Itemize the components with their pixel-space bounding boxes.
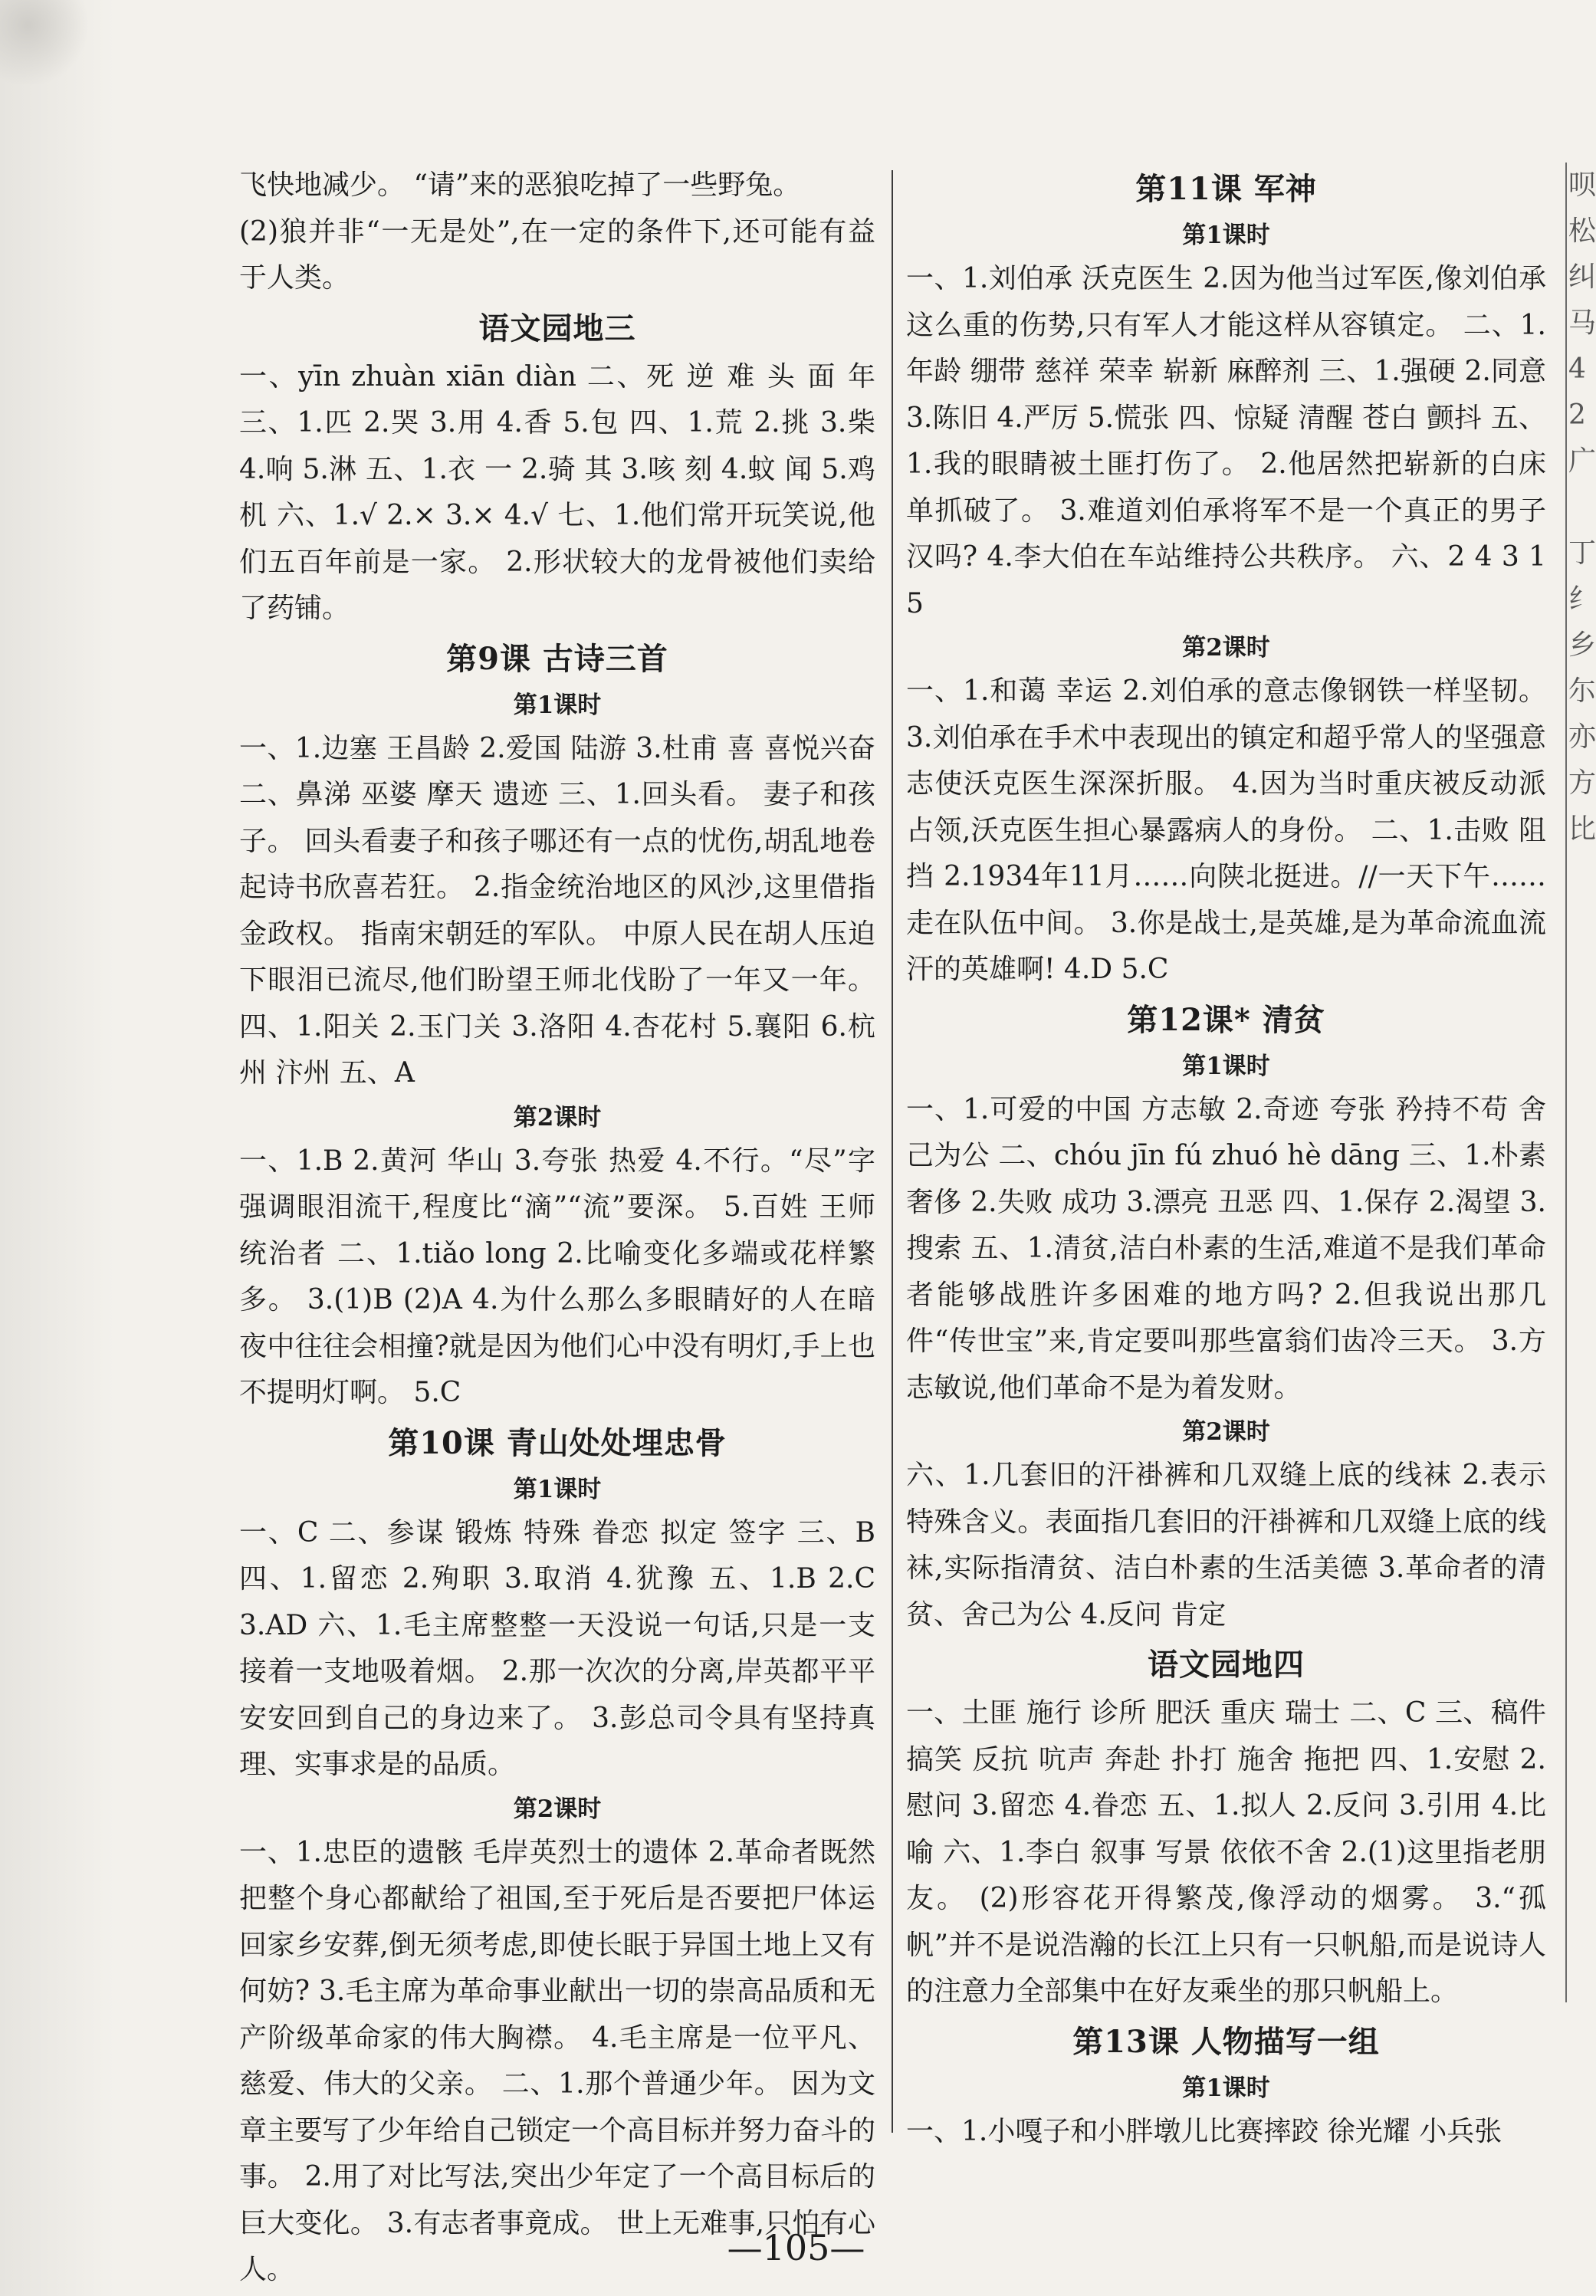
edge-char — [1567, 1680, 1594, 1726]
answer-paragraph: 一、1.边塞 王昌龄 2.爱国 陆游 3.杜甫 喜 喜悦兴奋 二、鼻涕 巫婆 摩天 遗迹 三、1.回头看。 妻子和孩子。 回头看妻子和孩子哪还有一点的忧伤,胡乱地卷起诗书欣喜若狂。 2.指金统治地区的风沙,这里借指金政权。 指南宋朝廷的军队。 中原人民在胡人压迫下眼泪已流尽,他们盼望王师北伐盼了一年又一年。 四、1.阳关 2.玉门关 3.洛阳 4.杏花村 5.襄阳 6.杭州 汴州 五、A — [239, 732, 875, 1089]
lesson-subheading: 第2课时 — [513, 1103, 602, 1132]
lesson-subheading: 第1课时 — [513, 691, 602, 719]
edge-char — [1567, 1542, 1594, 1588]
edge-char — [1567, 1772, 1594, 1818]
answer-paragraph: 一、1.可爱的中国 方志敏 2.奇迹 夸张 矜持不苟 舍己为公 二、chóu jīn fú zhuó hè dānɡ 三、1.朴素 奢侈 2.失败 成功 3.漂亮 丑恶 四、1.保存 2.渴望 3.搜索 五、1.清贫,洁白朴素的生活,难道不是我们革命者能够战胜许多困难的地方吗? 2.但我说出那几件“传世宝”来,肯定要叫那些富翁们齿冷三天。 3.方志敏说,他们革命不是为着发财。 — [906, 1093, 1546, 1404]
answer-paragraph: 一、土匪 施行 诊所 肥沃 重庆 瑞士 二、C 三、稿件 搞笑 反抗 吭声 奔赴 扑打 施舍 拖把 四、1.安慰 2.慰问 3.留恋 4.眷恋 五、1.拟人 2.反问 3.引用 4.比喻 六、1.李白 叙事 写景 依依不舍 2.(1)这里指老朋友。 (2)形容花开得繁茂,像浮动的烟雾。 3.“孤帆”并不是说浩瀚的长江上只有一只帆船,而是说诗人的注意力全部集中在好友乘坐的那只帆船上。 — [906, 1697, 1546, 2007]
edge-char — [1567, 944, 1594, 990]
edge-char: 尓 — [1568, 675, 1596, 707]
edge-char — [1567, 1404, 1594, 1450]
lesson-subheading: 第1课时 — [513, 1475, 602, 1503]
edge-char — [1567, 1818, 1594, 1864]
edge-char — [1567, 1128, 1594, 1174]
edge-char — [1567, 1634, 1594, 1680]
corner-smudge — [0, 0, 92, 84]
edge-char — [1567, 1358, 1594, 1404]
edge-char — [1567, 1266, 1594, 1312]
left-column — [239, 163, 875, 2294]
right-column — [906, 163, 1546, 2155]
lesson-heading: 第12课* 清贫 — [1127, 1001, 1325, 1038]
page-shadow — [0, 0, 115, 2296]
answer-paragraph: (2)狼并非“一无是处”,在一定的条件下,还可能有益于人类。 — [239, 215, 875, 294]
answer-paragraph: 一、1.B 2.黄河 华山 3.夸张 热爱 4.不行。“尽”字强调眼泪流干,程度比“滴”“流”要深。 5.百姓 王师 统治者 二、1.tiǎo lonɡ 2.比喻变化多端或花样繁多。 3.(1)B (2)A 4.为什么那么多眼睛好的人在暗夜中往往会相撞?就是因为他们心中没有明灯,手上也不提明灯啊。 5.C — [239, 1145, 875, 1408]
edge-char: 乡 — [1568, 629, 1596, 661]
edge-char — [1567, 1450, 1594, 1496]
edge-char: 2 — [1568, 399, 1586, 431]
edge-char — [1567, 1726, 1594, 1772]
edge-char — [1567, 1496, 1594, 1542]
edge-char: 松 — [1568, 215, 1596, 247]
edge-char: 广 — [1568, 445, 1596, 477]
edge-char — [1567, 990, 1594, 1036]
edge-char: 纟 — [1568, 583, 1596, 615]
edge-char — [1567, 1910, 1594, 1956]
answer-paragraph: 一、1.忠臣的遗骸 毛岸英烈士的遗体 2.革命者既然把整个身心都献给了祖国,至于死后是否要把尸体运回家乡安葬,倒无须考虑,即使长眠于异国土地上又有何妨? 3.毛主席为革命事业献出一切的崇高品质和无产阶级革命家的伟大胸襟。 4.毛主席是一位平凡、慈爱、伟大的父亲。 二、1.那个普通少年。 因为文章主要写了少年给自己锁定一个高目标并努力奋斗的事。 2.用了对比写法,突出少年定了一个高目标后的巨大变化。 3.有志者事竟成。 世上无难事,只怕有心人。 — [239, 1836, 875, 2285]
lesson-heading: 第9课 古诗三首 — [446, 640, 668, 677]
edge-char: 呗 — [1568, 169, 1596, 201]
lesson-subheading: 第2课时 — [513, 1795, 602, 1823]
lesson-subheading: 第1课时 — [1182, 1052, 1270, 1080]
edge-char — [1567, 1036, 1594, 1082]
lesson-subheading: 第2课时 — [1182, 634, 1270, 662]
edge-char: 马 — [1568, 307, 1596, 339]
lesson-heading: 第11课 军神 — [1135, 171, 1317, 207]
edge-char: 亦 — [1568, 721, 1596, 753]
lesson-subheading: 第1课时 — [1182, 222, 1270, 249]
answer-paragraph: 一、1.小嘎子和小胖墩儿比赛摔跤 徐光耀 小兵张 — [906, 2115, 1502, 2147]
edge-char — [1567, 1082, 1594, 1128]
answer-paragraph: 一、1.和蔼 幸运 2.刘伯承的意志像钢铁一样坚韧。 3.刘伯承在手术中表现出的镇定和超乎常人的坚强意志使沃克医生深深折服。 4.因为当时重庆被反动派占领,沃克医生担心暴露病人的身份。 二、1.击败 阻挡 2.1934年11月……向陕北挺进。//一天下午……走在队伍中间。 3.你是战士,是英雄,是为革命流血流汗的英雄啊! 4.D 5.C — [906, 675, 1546, 985]
page-number: —105— — [727, 2227, 865, 2268]
answer-paragraph: 一、C 二、参谋 锻炼 特殊 眷恋 拟定 签字 三、B 四、1.留恋 2.殉职 3.取消 4.犹豫 五、1.B 2.C 3.AD 六、1.毛主席整整一天没说一句话,只是一支接着一支地吸着烟。 2.那一次次的分离,岸英都平平安安回到自己的身边来了。 3.彭总司令具有坚持真理、实事求是的品质。 — [239, 1516, 875, 1780]
lesson-heading: 语文园地三 — [478, 310, 636, 347]
lesson-subheading: 第1课时 — [1182, 2074, 1270, 2102]
lesson-heading: 语文园地四 — [1148, 1647, 1305, 1683]
edge-char — [1567, 1220, 1594, 1266]
edge-char — [1567, 1956, 1594, 2002]
edge-char — [1567, 1174, 1594, 1220]
edge-char: 4 — [1568, 353, 1586, 385]
lesson-heading: 第13课 人物描写一组 — [1072, 2023, 1380, 2060]
edge-char: 方 — [1568, 767, 1596, 799]
edge-char — [1567, 898, 1594, 944]
answer-paragraph: 六、1.几套旧的汗褂裤和几双缝上底的线袜 2.表示特殊含义。表面指几套旧的汗褂裤和几双缝上底的线袜,实际指清贫、洁白朴素的生活美德 3.革命者的清贫、舍己为公 4.反问 肯定 — [906, 1460, 1546, 1631]
answer-paragraph: 一、1.刘伯承 沃克医生 2.因为他当过军医,像刘伯承这么重的伤势,只有军人才能这样从容镇定。 二、1.年龄 绷带 慈祥 荣幸 崭新 麻醉剂 三、1.强硬 2.同意 3.陈旧 4.严厉 5.慌张 四、惊疑 清醒 苍白 颤抖 五、1.我的眼睛被土匪打伤了。 2.他居然把崭新的白床单抓破了。 3.难道刘伯承将军不是一个真正的男子汉吗? 4.李大伯在车站维持公共秩序。 六、2 4 3 1 5 — [906, 263, 1546, 619]
edge-char — [1567, 852, 1594, 898]
edge-char — [1567, 484, 1594, 530]
edge-char: 丁 — [1568, 537, 1596, 569]
column-divider — [892, 170, 893, 2133]
answer-paragraph: 一、yīn zhuàn xiān diàn 二、死 逆 难 头 面 年 三、1.匹 2.哭 3.用 4.香 5.包 四、1.荒 2.挑 3.柴 4.响 5.淋 五、1.衣 一 2.骑 其 3.咳 刻 4.蚊 闻 5.鸡 机 六、1.√ 2.× 3.× 4.√ 七、1.他们常开玩笑说,他们五百年前是一家。 2.形状较大的龙骨被他们卖给了药铺。 — [239, 360, 875, 624]
lesson-subheading: 第2课时 — [1182, 1418, 1270, 1446]
edge-char: 比 — [1568, 813, 1596, 845]
edge-char — [1567, 1588, 1594, 1634]
edge-char: 纠 — [1568, 261, 1596, 293]
next-page-edge — [1565, 163, 1594, 2002]
answer-paragraph: 飞快地减少。 “请”来的恶狼吃掉了一些野兔。 — [239, 169, 801, 201]
lesson-heading: 第10课 青山处处埋忠骨 — [388, 1424, 727, 1461]
edge-char — [1567, 1864, 1594, 1910]
edge-char — [1567, 1312, 1594, 1358]
